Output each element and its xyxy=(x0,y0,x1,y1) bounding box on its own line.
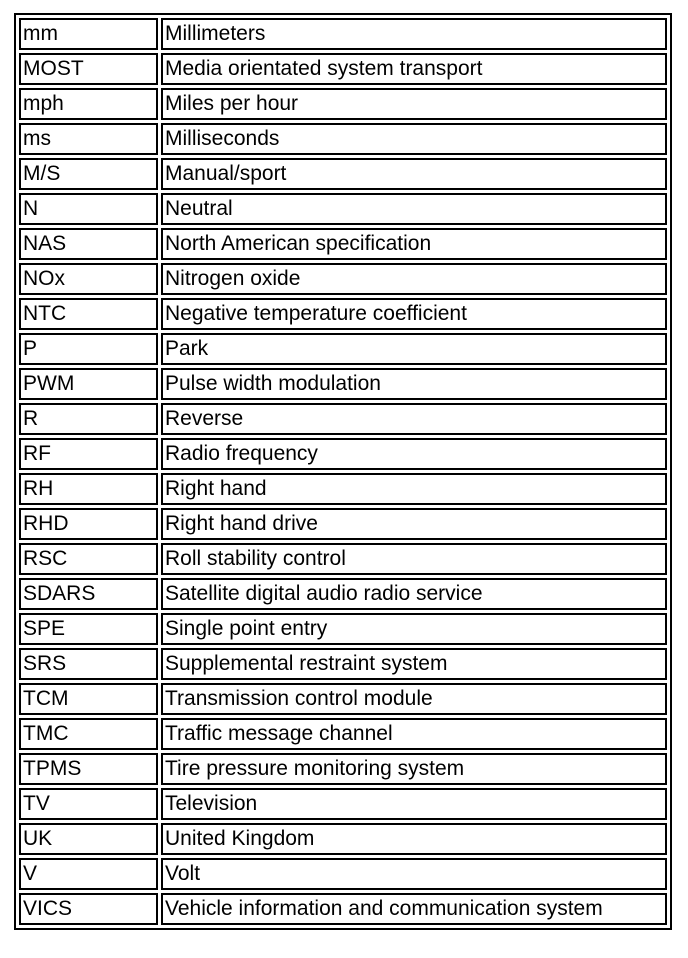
table-row xyxy=(19,578,667,610)
abbreviation-cell: MOST xyxy=(19,53,158,85)
table-row xyxy=(19,613,667,645)
table-row xyxy=(19,823,667,855)
abbreviations-table xyxy=(14,13,672,930)
abbreviation-cell: TMC xyxy=(19,718,158,750)
meaning-cell: Milliseconds xyxy=(161,123,667,155)
table-row xyxy=(19,473,667,505)
table-row xyxy=(19,263,667,295)
table-row xyxy=(19,788,667,820)
table-row xyxy=(19,438,667,470)
abbreviations-table-body xyxy=(19,18,667,925)
abbreviation-cell: TPMS xyxy=(19,753,158,785)
meaning-cell: Radio frequency xyxy=(161,438,667,470)
meaning-cell: Nitrogen oxide xyxy=(161,263,667,295)
table-row xyxy=(19,683,667,715)
table-row xyxy=(19,858,667,890)
abbreviation-cell: VICS xyxy=(19,893,158,925)
table-row xyxy=(19,718,667,750)
abbreviation-cell: NTC xyxy=(19,298,158,330)
abbreviation-cell: N xyxy=(19,193,158,225)
table-row xyxy=(19,753,667,785)
table-row xyxy=(19,53,667,85)
table-row xyxy=(19,368,667,400)
meaning-cell: Right hand drive xyxy=(161,508,667,540)
meaning-cell: Television xyxy=(161,788,667,820)
abbreviation-cell: ms xyxy=(19,123,158,155)
abbreviation-cell: PWM xyxy=(19,368,158,400)
meaning-cell: Traffic message channel xyxy=(161,718,667,750)
abbreviation-cell: V xyxy=(19,858,158,890)
meaning-cell: North American specification xyxy=(161,228,667,260)
abbreviation-cell: RHD xyxy=(19,508,158,540)
table-row xyxy=(19,88,667,120)
meaning-cell: Park xyxy=(161,333,667,365)
table-row xyxy=(19,228,667,260)
abbreviation-cell: P xyxy=(19,333,158,365)
meaning-cell: Manual/sport xyxy=(161,158,667,190)
meaning-cell: Right hand xyxy=(161,473,667,505)
meaning-cell: Roll stability control xyxy=(161,543,667,575)
table-row xyxy=(19,158,667,190)
table-row xyxy=(19,893,667,925)
table-row xyxy=(19,648,667,680)
abbreviation-cell: NAS xyxy=(19,228,158,260)
meaning-cell: Reverse xyxy=(161,403,667,435)
abbreviation-cell: NOx xyxy=(19,263,158,295)
abbreviation-cell: UK xyxy=(19,823,158,855)
meaning-cell: Miles per hour xyxy=(161,88,667,120)
abbreviation-cell: SDARS xyxy=(19,578,158,610)
table-row xyxy=(19,333,667,365)
abbreviation-cell: RH xyxy=(19,473,158,505)
meaning-cell: Neutral xyxy=(161,193,667,225)
meaning-cell: Negative temperature coefficient xyxy=(161,298,667,330)
meaning-cell: Single point entry xyxy=(161,613,667,645)
abbreviation-cell: RSC xyxy=(19,543,158,575)
meaning-cell: Satellite digital audio radio service xyxy=(161,578,667,610)
table-row xyxy=(19,18,667,50)
abbreviation-cell: SRS xyxy=(19,648,158,680)
table-row xyxy=(19,298,667,330)
meaning-cell: Tire pressure monitoring system xyxy=(161,753,667,785)
meaning-cell: United Kingdom xyxy=(161,823,667,855)
table-row xyxy=(19,193,667,225)
abbreviation-cell: R xyxy=(19,403,158,435)
meaning-cell: Millimeters xyxy=(161,18,667,50)
abbreviation-cell: TV xyxy=(19,788,158,820)
meaning-cell: Media orientated system transport xyxy=(161,53,667,85)
meaning-cell: Transmission control module xyxy=(161,683,667,715)
table-row xyxy=(19,543,667,575)
meaning-cell: Pulse width modulation xyxy=(161,368,667,400)
abbreviation-cell: mm xyxy=(19,18,158,50)
abbreviation-cell: SPE xyxy=(19,613,158,645)
meaning-cell: Volt xyxy=(161,858,667,890)
meaning-cell: Vehicle information and communication system xyxy=(161,893,667,925)
abbreviation-cell: mph xyxy=(19,88,158,120)
table-row xyxy=(19,123,667,155)
abbreviation-cell: TCM xyxy=(19,683,158,715)
table-row xyxy=(19,508,667,540)
abbreviation-cell: M/S xyxy=(19,158,158,190)
abbreviation-cell: RF xyxy=(19,438,158,470)
meaning-cell: Supplemental restraint system xyxy=(161,648,667,680)
table-row xyxy=(19,403,667,435)
